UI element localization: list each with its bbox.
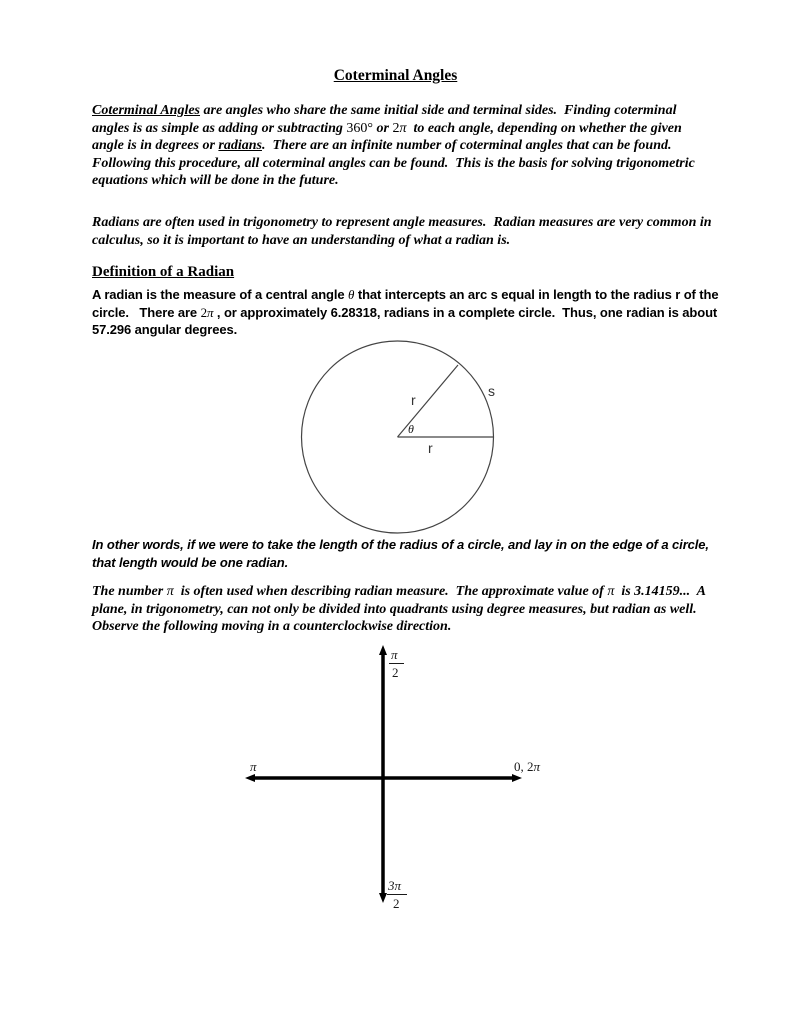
axis-label-zero-2pi bbox=[514, 759, 541, 774]
axis-label-pi-over-2-denominator: 2 bbox=[392, 665, 399, 680]
radius-slant-label: r bbox=[411, 392, 416, 408]
math-pi-1: π bbox=[166, 584, 174, 599]
arrowhead-right-icon bbox=[512, 774, 522, 782]
arc-length-label: s bbox=[488, 383, 495, 399]
radian-circle-diagram bbox=[290, 339, 510, 539]
definition-text-1: A radian is the measure of a central angle bbox=[92, 287, 349, 302]
axis-label-3pi-over-2-denominator: 2 bbox=[393, 896, 400, 911]
math-360-degrees: 360° bbox=[346, 120, 373, 136]
intro-text-5: . There are an infinite number of coterminal angles that can be found. Following this procedure, all coterminal angles can be found. This is the basis for solving trigonometric equations which will be done in the future. bbox=[92, 138, 699, 188]
intro-text-2: are angles who share the same initial side and terminal sides. Finding coterminal angles is as simple as adding or subtracting bbox=[92, 103, 680, 136]
radius-slanted-line bbox=[398, 365, 459, 437]
arrowhead-down-icon bbox=[379, 893, 387, 903]
math-theta: θ bbox=[348, 287, 355, 302]
page-title: Coterminal Angles bbox=[333, 67, 458, 84]
math-2pi-coefficient-def: 2 bbox=[200, 304, 207, 320]
math-2pi-pi: π bbox=[399, 120, 407, 136]
definition-heading: Definition of a Radian bbox=[92, 264, 235, 280]
axis-label-pi-left: π bbox=[250, 759, 257, 774]
intro-text-3: or bbox=[373, 120, 393, 136]
axis-label-2pi-pi-part: π bbox=[533, 759, 541, 774]
axis-label-3pi-over-2-numerator: 3π bbox=[388, 878, 402, 893]
intro-paragraph bbox=[92, 102, 716, 190]
pi-text-3: is 3.14159... A plane, in trigonometry, can not only be divided into quadrants using degree measures, but radian as well. Observe the following moving in a counterclockwise direction. bbox=[92, 584, 709, 634]
intro-text-4: to each angle, depending on whether the given angle is in degrees or bbox=[92, 120, 686, 153]
math-2pi-coefficient: 2 bbox=[392, 120, 400, 136]
definition-paragraph bbox=[92, 286, 722, 339]
pi-text-2: is often used when describing radian measure. The approximate value of bbox=[173, 584, 608, 599]
arrowhead-up-icon bbox=[379, 645, 387, 655]
radians-paragraph: Radians are often used in trigonometry to represent angle measures. Radian measures are very common in calculus, so it is important to have an understanding of what a radian is. bbox=[92, 215, 716, 248]
radius-note-paragraph: In other words, if we were to take the length of the radius of a circle, and lay in on the edge of a circle, that length would be one radian. bbox=[92, 537, 713, 570]
coterminal-angles-underlined-term: Coterminal Angles bbox=[92, 103, 201, 118]
axis-label-pi-over-2-numerator: π bbox=[391, 647, 398, 662]
pi-text-1: The number bbox=[92, 584, 167, 599]
axis-label-zero-2-part: 0, 2 bbox=[514, 759, 534, 774]
arrowhead-left-icon bbox=[245, 774, 255, 782]
theta-label: θ bbox=[408, 422, 414, 436]
radian-axes-diagram bbox=[230, 640, 560, 915]
math-2pi-pi-def: π bbox=[206, 304, 214, 320]
math-pi-2: π bbox=[607, 584, 615, 599]
definition-text-3: , or approximately 6.28318, radians in a complete circle. Thus, one radian is about 57.296 angular degrees. bbox=[92, 304, 721, 337]
definition-text-2: that intercepts an arc s equal in length to the radius r of the circle. There are bbox=[92, 287, 723, 320]
radius-horizontal-label: r bbox=[428, 440, 433, 456]
radians-underlined-term: radians bbox=[218, 138, 262, 153]
pi-paragraph bbox=[92, 583, 716, 636]
